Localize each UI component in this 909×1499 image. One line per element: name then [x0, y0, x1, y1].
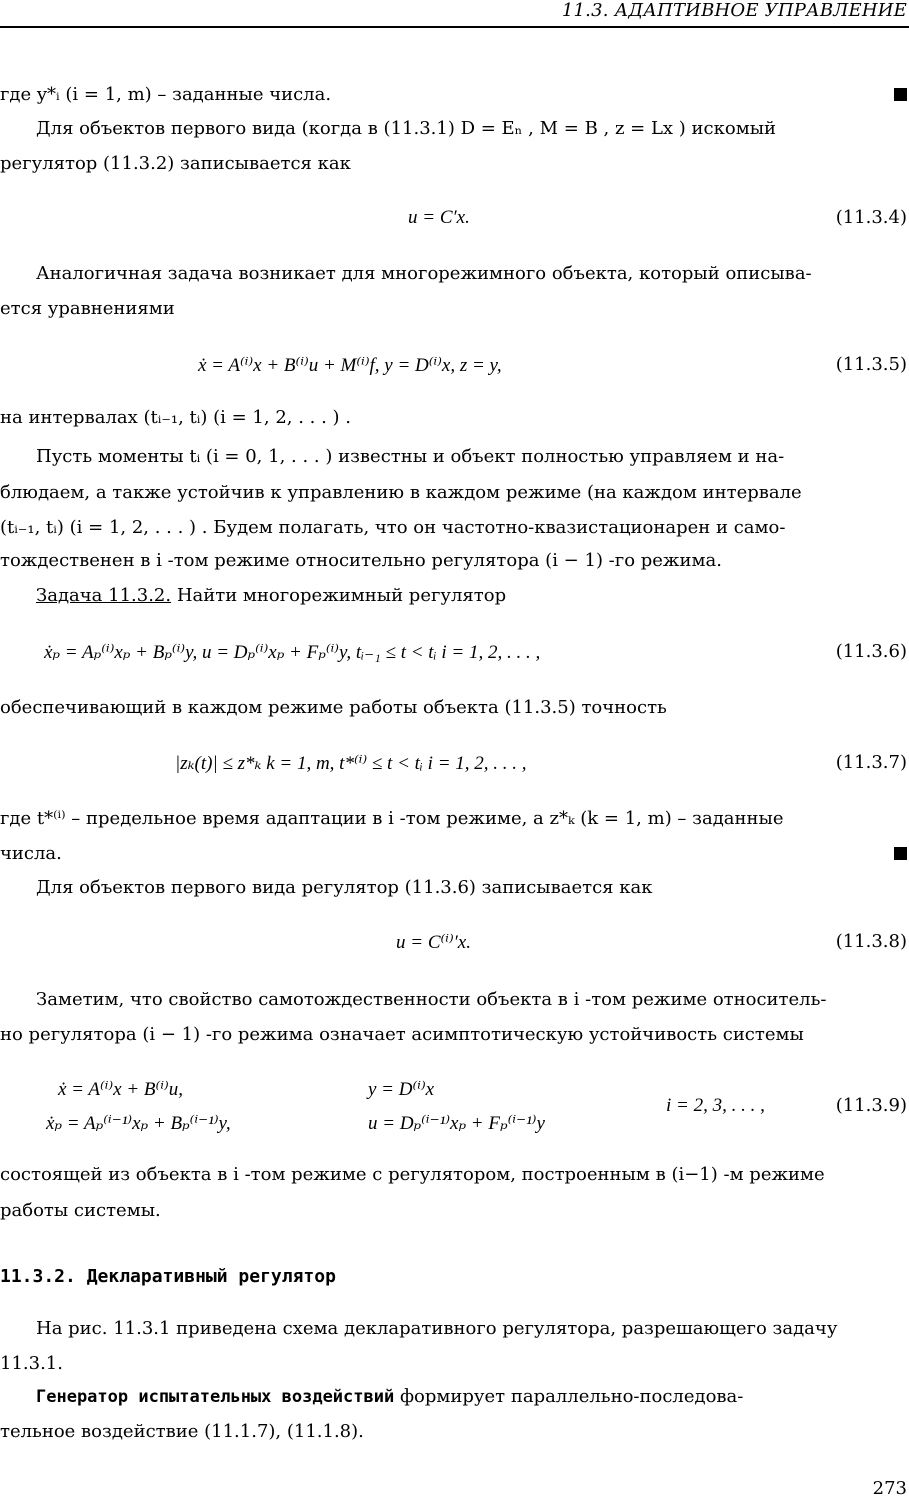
running-head: 11.3. АДАПТИВНОЕ УПРАВЛЕНИЕ [561, 0, 907, 21]
equation-11-3-5: ẋ = A⁽ⁱ⁾x + B⁽ⁱ⁾u + M⁽ⁱ⁾f, y = D⁽ⁱ⁾x, z = y, [198, 355, 502, 376]
page-number: 273 [872, 1478, 907, 1499]
text-line [36, 1386, 743, 1407]
text-line: блюдаем, а также устойчив к управлению в каждом режиме (на каждом интервале [0, 482, 802, 503]
text-span: формирует параллельно-последова- [394, 1386, 744, 1407]
equation-number: (11.3.6) [835, 641, 907, 662]
text-line: где y*ᵢ (i = 1, m) – заданные числа. [0, 84, 332, 105]
text-line: На рис. 11.3.1 приведена схема декларативного регулятора, разрешающего задачу [36, 1318, 838, 1339]
text-line: тельное воздействие (11.1.7), (11.1.8). [0, 1421, 364, 1442]
text-line: регулятор (11.3.2) записывается как [0, 153, 351, 174]
text-line: Заметим, что свойство самотождественности объекта в i -том режиме относитель- [36, 989, 827, 1010]
text-line: Для объектов первого вида (когда в (11.3.1) D = Eₙ , M = B , z = Lx ) искомый [36, 118, 777, 139]
task-heading [36, 585, 506, 606]
equation-11-3-9-condition: i = 2, 3, . . . , [666, 1095, 765, 1116]
text-line: (tᵢ₋₁, tᵢ) (i = 1, 2, . . . ) . Будем полагать, что он частотно-квазистационарен и само- [0, 517, 786, 538]
equation-number: (11.3.7) [835, 752, 907, 773]
bold-term: Генератор испытательных воздействий [36, 1387, 395, 1407]
equation-11-3-9-row1-right: y = D⁽ⁱ⁾x [368, 1079, 435, 1100]
text-line: числа. [0, 843, 62, 864]
text-line: состоящей из объекта в i -том режиме с регулятором, построенным в (i−1) -м режиме [0, 1164, 825, 1185]
text-line: Пусть моменты tᵢ (i = 0, 1, . . . ) известны и объект полностью управляем и на- [36, 446, 785, 467]
text-line: 11.3.1. [0, 1353, 63, 1374]
text-line: ется уравнениями [0, 298, 175, 319]
text-line: Аналогичная задача возникает для многорежимного объекта, который описыва- [36, 263, 812, 284]
task-text: Найти многорежимный регулятор [171, 585, 507, 606]
end-of-proof-square-icon [894, 88, 907, 101]
equation-number: (11.3.4) [835, 207, 907, 228]
equation-number: (11.3.8) [835, 931, 907, 952]
text-line: тождественен в i -том режиме относительно регулятора (i − 1) -го режима. [0, 550, 722, 571]
equation-11-3-9-row1-left: ẋ = A⁽ⁱ⁾x + B⁽ⁱ⁾u, [58, 1079, 183, 1100]
end-of-proof-square-icon [894, 847, 907, 860]
equation-11-3-9-row2-right: u = Dₚ⁽ⁱ⁻¹⁾xₚ + Fₚ⁽ⁱ⁻¹⁾y [368, 1113, 545, 1134]
text-line: Для объектов первого вида регулятор (11.3.6) записывается как [36, 877, 653, 898]
task-label: Задача 11.3.2. [36, 585, 172, 606]
equation-11-3-7: |zₖ(t)| ≤ z*ₖ k = 1, m, t*⁽ⁱ⁾ ≤ t < tᵢ i = 1, 2, . . . , [175, 753, 527, 774]
section-heading: 11.3.2. Декларативный регулятор [0, 1266, 336, 1287]
equation-11-3-6: ẋₚ = Aₚ⁽ⁱ⁾xₚ + Bₚ⁽ⁱ⁾y, u = Dₚ⁽ⁱ⁾xₚ + Fₚ⁽ⁱ⁾y, tᵢ₋₁ ≤ t < tᵢ i = 1, 2, . . . , [44, 642, 541, 663]
equation-number: (11.3.9) [835, 1095, 907, 1116]
text-line: но регулятора (i − 1) -го режима означает асимптотическую устойчивость системы [0, 1024, 804, 1045]
equation-11-3-8: u = C⁽ⁱ⁾′x. [396, 932, 471, 953]
equation-number: (11.3.5) [835, 354, 907, 375]
text-line: на интервалах (tᵢ₋₁, tᵢ) (i = 1, 2, . . . ) . [0, 407, 352, 428]
text-line: работы системы. [0, 1200, 161, 1221]
equation-11-3-4: u = C′x. [408, 207, 470, 228]
text-line: обеспечивающий в каждом режиме работы объекта (11.3.5) точность [0, 697, 667, 718]
text-line: где t*⁽ⁱ⁾ – предельное время адаптации в i -том режиме, а z*ₖ (k = 1, m) – заданные [0, 808, 784, 829]
equation-11-3-9-row2-left: ẋₚ = Aₚ⁽ⁱ⁻¹⁾xₚ + Bₚ⁽ⁱ⁻¹⁾y, [46, 1113, 231, 1134]
header-rule [0, 26, 909, 28]
